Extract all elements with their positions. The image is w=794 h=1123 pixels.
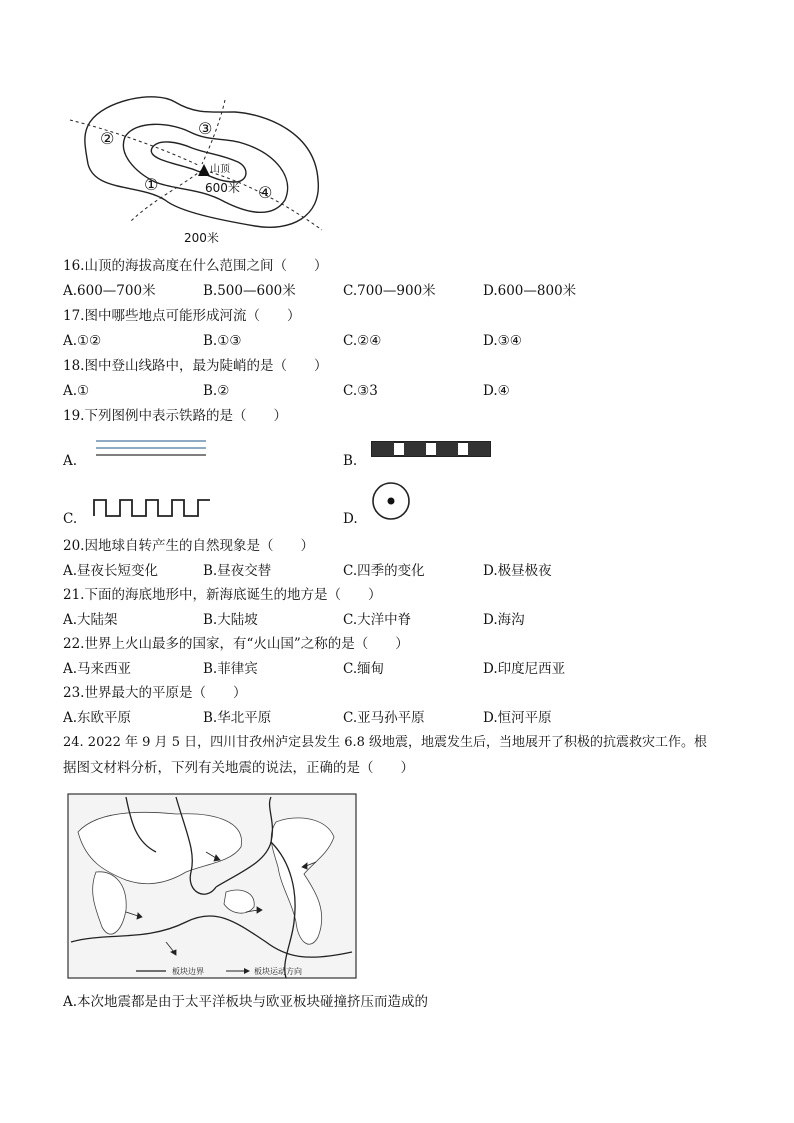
q19-option-c: C. [63, 511, 78, 527]
q22-option-a: A.马来西亚 [63, 661, 132, 677]
q19-option-a: A. [63, 453, 78, 469]
question-24-line1: 24. 2022 年 9 月 5 日，四川甘孜州泸定县发生 6.8 级地震，地震发生后，当地展开了积极的抗震救灾工作。根 [63, 735, 708, 750]
q18-option-c: C.③3 [343, 383, 378, 399]
question-24-line2: 据图文材料分析，下列有关地震的说法，正确的是（ ） [63, 760, 414, 776]
question-20: 20.因地球自转产生的自然现象是（ ） [63, 538, 314, 554]
legend-plate-boundary: 板块边界 [172, 967, 204, 976]
elevation-200: 200米 [184, 231, 219, 245]
label-1: ① [144, 175, 159, 194]
q19-option-d: D. [343, 511, 358, 527]
q17-option-d: D.③④ [483, 333, 522, 349]
q18-option-b: B.② [203, 383, 230, 399]
question-19: 19.下列图例中表示铁路的是（ ） [63, 408, 287, 424]
plate-map [66, 792, 358, 980]
summit-triangle [198, 164, 210, 176]
elevation-600: 600米 [205, 181, 240, 195]
capital-legend-icon [368, 480, 414, 524]
q21-option-d: D.海沟 [483, 612, 525, 628]
q22-option-b: B.菲律宾 [203, 661, 258, 677]
q20-option-a: A.昼夜长短变化 [63, 563, 159, 579]
question-16: 16.山顶的海拔高度在什么范围之间（ ） [63, 258, 328, 274]
legend-double-line-icon [94, 436, 208, 462]
question-18: 18.图中登山线路中，最为陡峭的是（ ） [63, 358, 328, 374]
q18-option-d: D.④ [483, 383, 510, 399]
q21-option-b: B.大陆坡 [203, 612, 258, 628]
q16-option-a: A.600—700米 [63, 283, 156, 299]
label-4: ④ [258, 183, 273, 202]
q16-option-d: D.600—800米 [483, 283, 577, 299]
contour-map [60, 92, 340, 252]
q23-option-d: D.恒河平原 [483, 710, 552, 726]
q21-option-a: A.大陆架 [63, 612, 118, 628]
q17-option-b: B.①③ [203, 333, 242, 349]
summit-label: 山顶 [210, 164, 230, 175]
label-2: ② [100, 129, 115, 148]
q20-option-d: D.极昼极夜 [483, 563, 552, 579]
q17-option-a: A.①② [63, 333, 102, 349]
label-3: ③ [198, 119, 213, 138]
q21-option-c: C.大洋中脊 [343, 612, 412, 628]
q20-option-b: B.昼夜交替 [203, 563, 272, 579]
q16-option-b: B.500—600米 [203, 283, 296, 299]
q19-option-b: B. [343, 453, 358, 469]
q20-option-c: C.四季的变化 [343, 563, 425, 579]
question-21: 21.下面的海底地形中，新海底诞生的地方是（ ） [63, 587, 382, 603]
q24-option-a: A.本次地震都是由于太平洋板块与欧亚板块碰撞挤压而造成的 [63, 994, 429, 1010]
q16-option-c: C.700—900米 [343, 283, 436, 299]
railway-legend-icon [370, 436, 492, 464]
q23-option-c: C.亚马孙平原 [343, 710, 425, 726]
question-23: 23.世界最大的平原是（ ） [63, 685, 247, 701]
legend-plate-motion: 板块运动方向 [254, 967, 302, 976]
q17-option-c: C.②④ [343, 333, 382, 349]
q22-option-d: D.印度尼西亚 [483, 661, 566, 677]
q23-option-b: B.华北平原 [203, 710, 272, 726]
wall-legend-icon [92, 494, 214, 520]
q18-option-a: A.① [63, 383, 90, 399]
q23-option-a: A.东欧平原 [63, 710, 132, 726]
question-22: 22.世界上火山最多的国家，有“火山国”之称的是（ ） [63, 636, 409, 652]
q22-option-c: C.缅甸 [343, 661, 385, 677]
question-17: 17.图中哪些地点可能形成河流（ ） [63, 308, 301, 324]
